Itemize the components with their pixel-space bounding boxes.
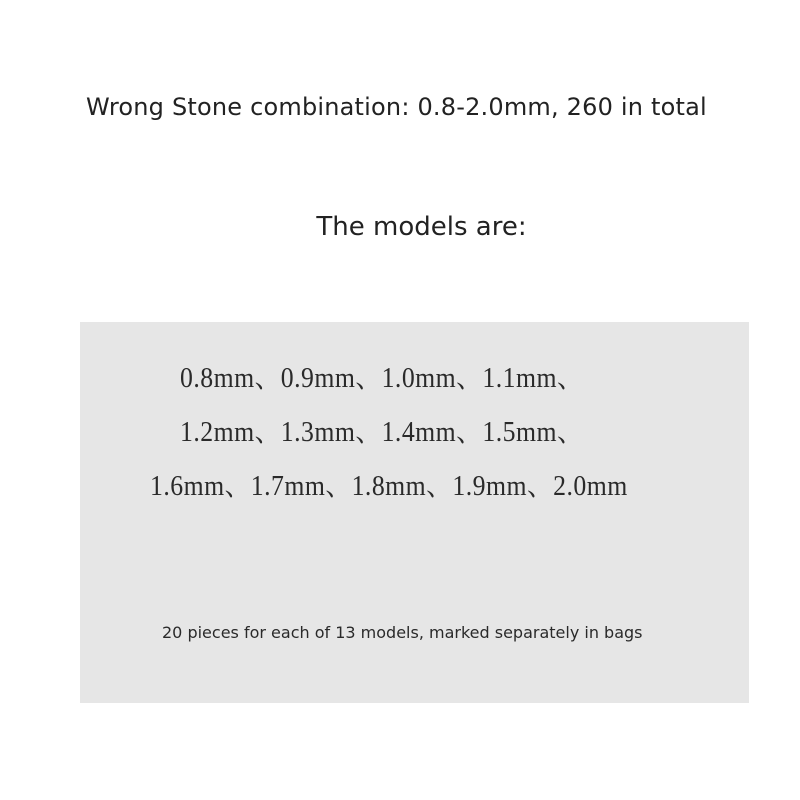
models-panel bbox=[80, 322, 749, 703]
models-line-3: 1.6mm、1.7mm、1.8mm、1.9mm、2.0mm bbox=[150, 471, 628, 502]
page-title: Wrong Stone combination: 0.8-2.0mm, 260 in total bbox=[86, 93, 707, 121]
packaging-note: 20 pieces for each of 13 models, marked separately in bags bbox=[162, 623, 643, 642]
models-line-2: 1.2mm、1.3mm、1.4mm、1.5mm、 bbox=[180, 417, 584, 448]
models-heading: The models are: bbox=[316, 212, 527, 242]
models-line-1: 0.8mm、0.9mm、1.0mm、1.1mm、 bbox=[180, 363, 584, 394]
